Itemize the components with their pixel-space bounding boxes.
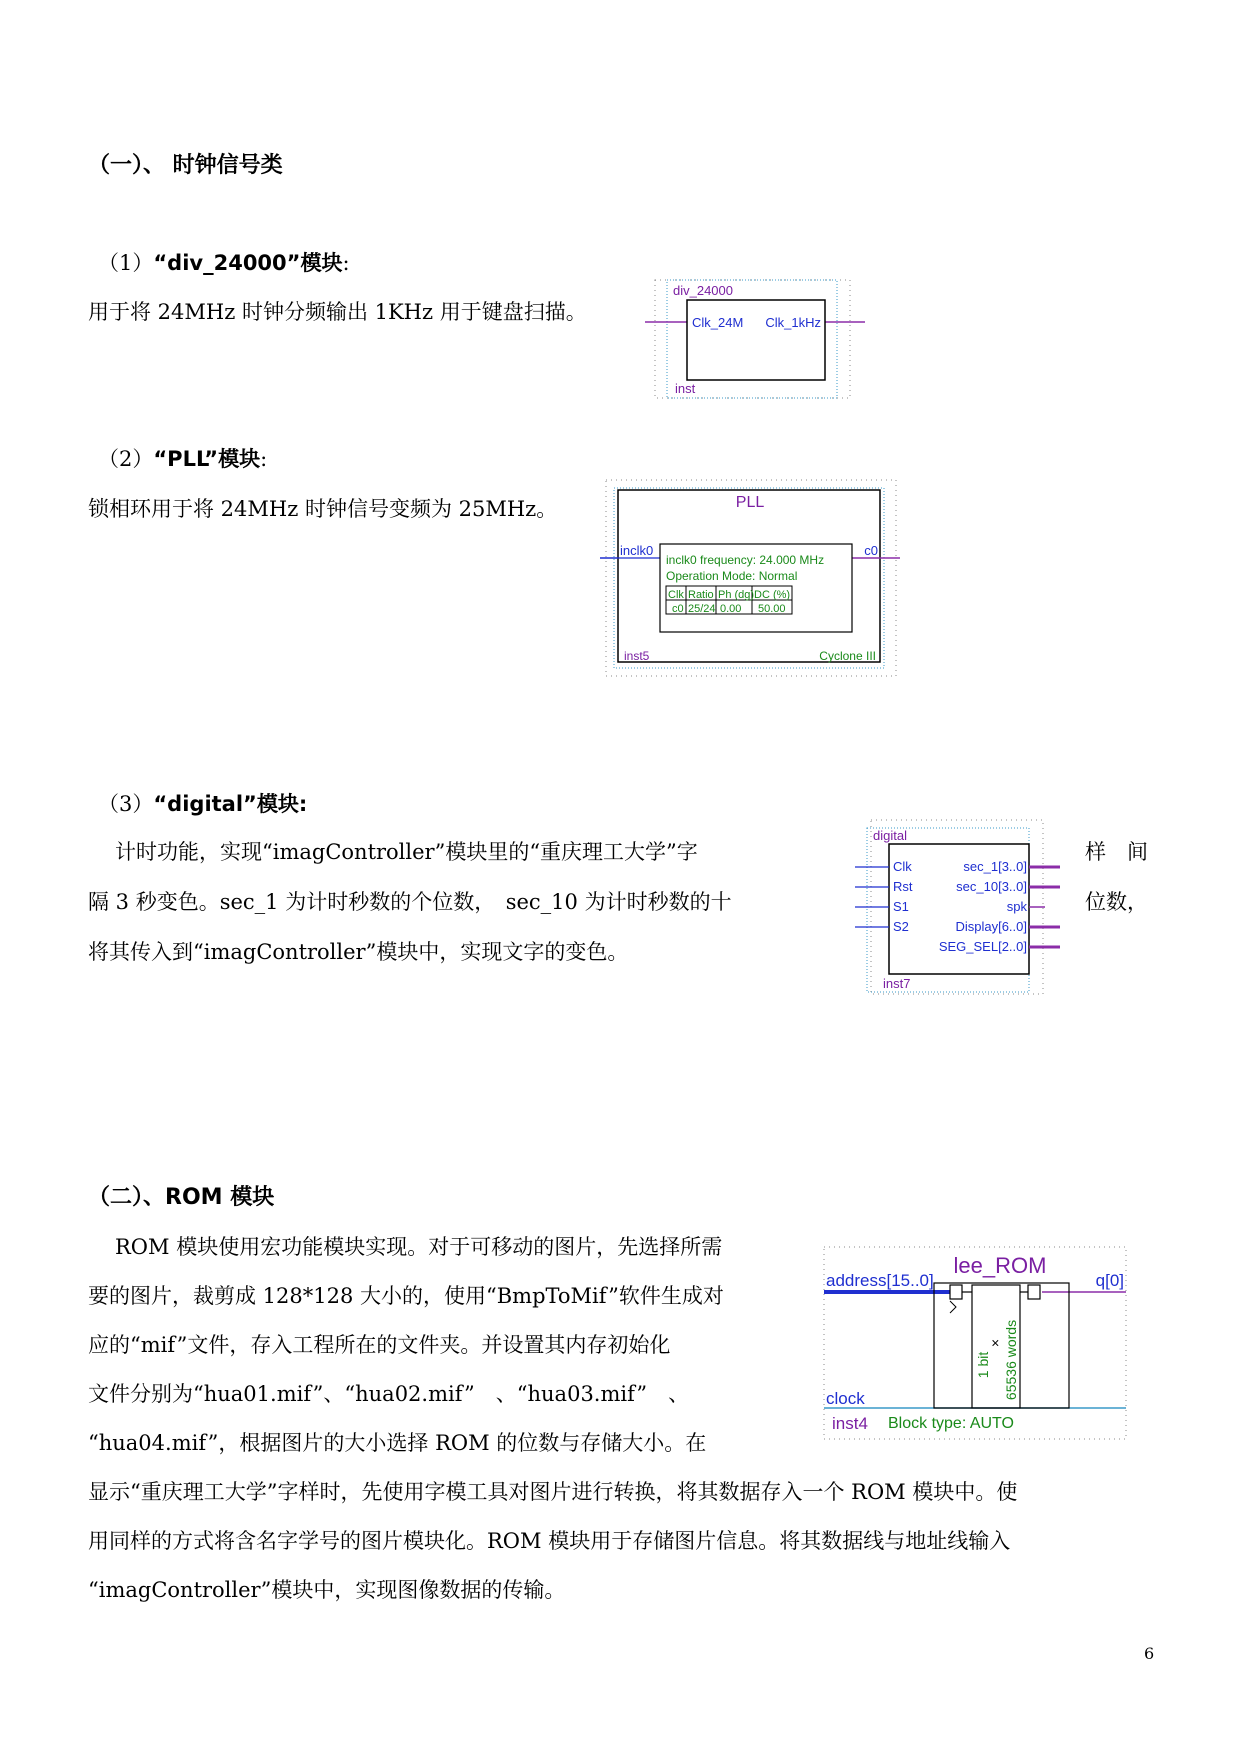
block-title: digital [873, 828, 907, 843]
paragraph-line: 将其传入到“imagController”模块中，实现文字的变色。 [88, 940, 629, 964]
input-port-label: S1 [893, 899, 909, 914]
paragraph-line: 隔 3 秒变色。sec_1 为计时秒数的个位数， sec_10 为计时秒数的十 [88, 890, 732, 914]
mem-words-label: 65536 words [1003, 1319, 1019, 1401]
heading-name: “digital”模块: [153, 792, 308, 816]
paragraph-line: “hua04.mif”，根据图片的大小选择 ROM 的位数与存储大小。在 [88, 1431, 707, 1455]
paragraph-line: 应的“mif”文件，存入工程所在的文件夹。并设置其内存初始化 [88, 1333, 671, 1357]
paragraph-line: 文件分别为“hua01.mif”、“hua02.mif” 、“hua03.mif” 、 [88, 1382, 690, 1406]
module-heading-digital [98, 788, 307, 818]
table-cell: c0 [672, 603, 684, 615]
inst-label: inst7 [883, 976, 911, 991]
heading-name: “PLL”模块 [153, 447, 261, 471]
input-port-label: Clk [893, 859, 912, 874]
section-heading: （一）、 时钟信号类 [88, 153, 283, 178]
out-port-label: c0 [864, 543, 878, 558]
table-cell: 25/24 [688, 603, 716, 615]
input-port-label: Rst [893, 879, 913, 894]
inst-label: inst4 [832, 1414, 868, 1433]
section-heading: （二）、ROM 模块 [88, 1185, 275, 1210]
output-port-label: Display[6..0] [955, 919, 1027, 934]
paragraph-line: 显示“重庆理工大学”字样时，先使用字模工具对图片进行转换，将其数据存入一个 ROM 模块中。使 [88, 1480, 1018, 1504]
in-port-label: inclk0 [620, 543, 654, 558]
input-port-label: S2 [893, 919, 909, 934]
heading-colon: : [342, 251, 350, 275]
pll-block-figure [600, 478, 900, 680]
table-cell: 50.00 [758, 603, 786, 615]
heading-number: （1） [98, 251, 154, 275]
table-header-cell: Ph (dg) [718, 589, 755, 601]
q-port-label: q[0] [1095, 1271, 1124, 1290]
block-title: lee_ROM [953, 1253, 1047, 1278]
digital-block-figure [855, 818, 1060, 998]
div24000-block-figure [645, 278, 865, 403]
heading-number: （2） [98, 447, 154, 471]
address-port-label: address[15..0] [826, 1271, 934, 1290]
paragraph-line: 用同样的方式将含名字学号的图片模块化。ROM 模块用于存储图片信息。将其数据线与地址线输入 [88, 1529, 1011, 1553]
output-port-label: SEG_SEL[2..0] [938, 939, 1027, 954]
table-header-cell: Ratio [688, 589, 714, 601]
heading-colon: : [260, 447, 268, 471]
table-cell: 0.00 [720, 603, 742, 615]
paragraph-line: 样 间 [1085, 840, 1148, 864]
block-title: PLL [735, 494, 765, 511]
paragraph-line: 用于将 24MHz 时钟分频输出 1KHz 用于键盘扫描。 [88, 300, 587, 324]
block-title: div_24000 [673, 283, 733, 298]
paragraph-line: “imagController”模块中，实现图像数据的传输。 [88, 1578, 566, 1602]
output-port-label: spk [1006, 899, 1027, 914]
paragraph-line: 计时功能，实现“imagController”模块里的“重庆理工大学”字 [115, 840, 698, 864]
paragraph-line: 要的图片，裁剪成 128*128 大小的，使用“BmpToMif”软件生成对 [88, 1284, 724, 1308]
paragraph-line: 位数， [1085, 890, 1148, 914]
inst-label: inst [675, 381, 696, 396]
mem-x-label: × [987, 1338, 1003, 1348]
pll-info-mode: Operation Mode: Normal [666, 569, 798, 583]
heading-name: “div_24000”模块 [153, 251, 343, 275]
clock-port-label: clock [826, 1389, 865, 1408]
output-port-label: sec_10[3..0] [956, 879, 1027, 894]
table-header-cell: Clk [668, 589, 684, 601]
block-type-label: Block type: AUTO [888, 1415, 1014, 1432]
paragraph-line: 锁相环用于将 24MHz 时钟信号变频为 25MHz。 [88, 497, 558, 521]
page-number: 6 [1144, 1644, 1155, 1663]
paragraph-line: ROM 模块使用宏功能模块实现。对于可移动的图片，先选择所需 [115, 1235, 723, 1259]
table-header-cell: DC (%) [754, 589, 791, 601]
device-label: Cyclone III [819, 649, 876, 663]
module-heading-pll [98, 443, 267, 473]
in-port-label: Clk_24M [692, 315, 744, 330]
output-port-label: sec_1[3..0] [963, 859, 1027, 874]
heading-number: （3） [98, 792, 154, 816]
module-heading-div24000 [98, 247, 350, 277]
inst-label: inst5 [624, 649, 650, 663]
rom-block-figure [822, 1245, 1128, 1443]
mem-bits-label: 1 bit [975, 1351, 991, 1379]
pll-info-frequency: inclk0 frequency: 24.000 MHz [666, 553, 825, 567]
out-port-label: Clk_1kHz [765, 315, 821, 330]
